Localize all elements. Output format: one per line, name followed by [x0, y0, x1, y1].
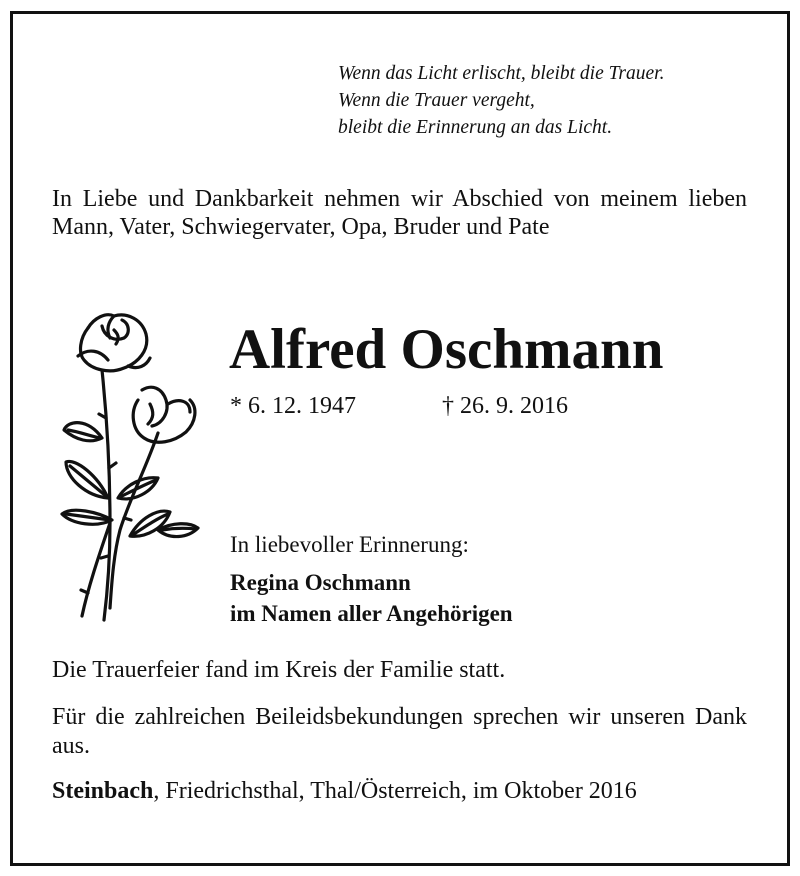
poem-line-3: bleibt die Erinnerung an das Licht. [338, 117, 613, 138]
signer-name: Regina Oschmann [230, 570, 411, 595]
intro-text: In Liebe und Dankbarkeit nehmen wir Abschied von meinem lieben Mann, Vater, Schwiegervater, Opa, Bruder und Pate [52, 186, 747, 240]
memory-label: In liebevoller Erinnerung: [230, 532, 469, 557]
place-rest: , Friedrichsthal, Thal/Österreich, im Oktober 2016 [153, 778, 637, 804]
poem [338, 60, 778, 141]
ceremony-text: Die Trauerfeier fand im Kreis der Familie statt. [52, 657, 506, 683]
rose-icon [58, 308, 208, 628]
poem-line-2: Wenn die Trauer vergeht, [338, 90, 535, 111]
thanks-text: Für die zahlreichen Beileidsbekundungen sprechen wir unseren Dank aus. [52, 704, 747, 759]
place-town: Steinbach [52, 778, 154, 804]
death-date: † 26. 9. 2016 [442, 393, 568, 419]
place-date-line [52, 777, 637, 805]
poem-line-1: Wenn das Licht erlischt, bleibt die Trauer. [338, 63, 665, 84]
signers [230, 567, 513, 629]
deceased-name: Alfred Oschmann [229, 318, 664, 381]
signer-relatives: im Namen aller Angehörigen [230, 601, 513, 626]
birth-date: * 6. 12. 1947 [230, 393, 356, 419]
